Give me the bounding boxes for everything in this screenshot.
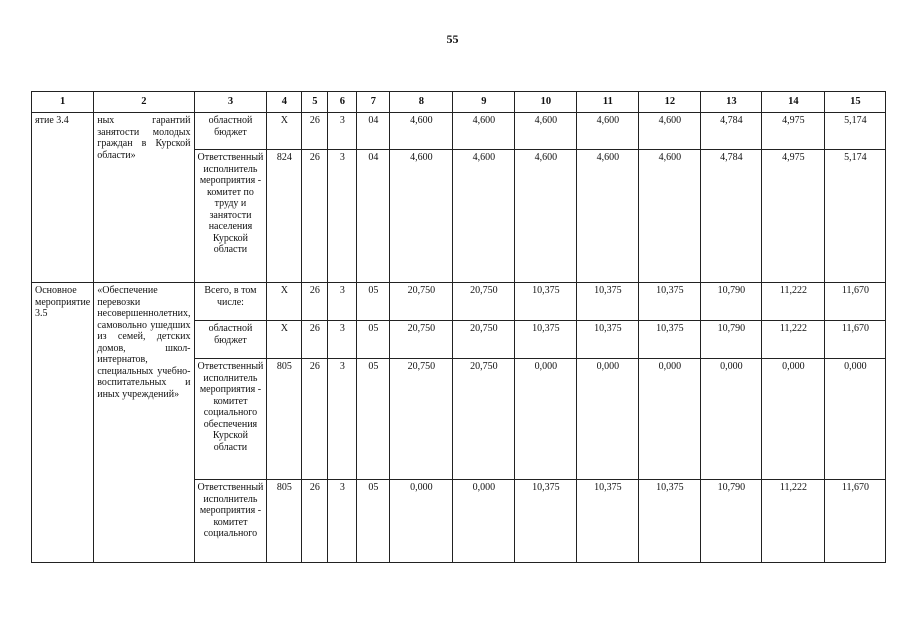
value-cell: 4,784 [701,113,762,150]
value-cell: 5,174 [825,113,886,150]
source-cell: Ответственный исполнитель мероприятия - комитет социального [194,480,267,563]
grbs-cell: X [267,321,302,359]
value-cell: 20,750 [453,283,515,321]
activity-name-cell: «Обеспечение перевозки несовершеннолетних, самовольно ушедших из семей, детских домов, школ-интернатов, специальных учебно-воспитательных и иных учреждений» [94,283,194,563]
value-cell: 11,222 [762,321,825,359]
value-cell: 4,600 [639,113,701,150]
value-cell: 11,670 [825,283,886,321]
value-cell: 20,750 [453,321,515,359]
value-cell: 10,375 [515,283,577,321]
column-header: 2 [94,92,194,113]
value-cell: 4,975 [762,113,825,150]
value-cell: 10,375 [515,321,577,359]
activity-cell: 04 [357,113,390,150]
activity-code-cell: Основное мероприятие 3.5 [32,283,94,563]
value-cell: 4,600 [453,150,515,283]
value-cell: 10,790 [701,321,762,359]
value-cell: 20,750 [390,283,453,321]
subprogram-cell: 3 [328,321,357,359]
value-cell: 0,000 [825,359,886,480]
value-cell: 4,600 [577,113,639,150]
value-cell: 20,750 [390,359,453,480]
value-cell: 10,375 [639,480,701,563]
grbs-cell: X [267,283,302,321]
column-header: 9 [453,92,515,113]
table-row [32,113,886,150]
column-header: 6 [328,92,357,113]
activity-cell: 05 [357,283,390,321]
subprogram-cell: 3 [328,283,357,321]
column-header: 4 [267,92,302,113]
column-header: 11 [577,92,639,113]
value-cell: 4,600 [515,113,577,150]
grbs-cell: 805 [267,359,302,480]
table-row [32,283,886,321]
value-cell: 10,790 [701,480,762,563]
value-cell: 11,670 [825,321,886,359]
column-header: 5 [302,92,328,113]
value-cell: 10,375 [577,283,639,321]
activity-cell: 05 [357,321,390,359]
value-cell: 10,375 [515,480,577,563]
value-cell: 10,375 [577,321,639,359]
subprogram-cell: 3 [328,113,357,150]
column-header: 13 [701,92,762,113]
column-header: 12 [639,92,701,113]
activity-name-cell: ных гарантий занятости молодых граждан в Курской области» [94,113,194,283]
column-header: 14 [762,92,825,113]
value-cell: 4,975 [762,150,825,283]
activity-cell: 04 [357,150,390,283]
column-header: 7 [357,92,390,113]
value-cell: 11,222 [762,480,825,563]
column-header: 10 [515,92,577,113]
source-cell: областной бюджет [194,113,267,150]
subprogram-cell: 3 [328,359,357,480]
value-cell: 4,600 [577,150,639,283]
value-cell: 0,000 [701,359,762,480]
value-cell: 0,000 [639,359,701,480]
activity-cell: 05 [357,480,390,563]
source-cell: Ответственный исполнитель мероприятия - комитет по труду и занятости населения Курской области [194,150,267,283]
value-cell: 0,000 [390,480,453,563]
grbs-cell: X [267,113,302,150]
source-cell: Всего, в том числе: [194,283,267,321]
value-cell: 4,600 [639,150,701,283]
column-header: 3 [194,92,267,113]
value-cell: 4,600 [390,150,453,283]
program-cell: 26 [302,283,328,321]
header-row [32,92,886,113]
value-cell: 0,000 [762,359,825,480]
source-cell: Ответственный исполнитель мероприятия - комитет социального обеспечения Курской области [194,359,267,480]
program-cell: 26 [302,359,328,480]
program-cell: 26 [302,113,328,150]
program-cell: 26 [302,150,328,283]
value-cell: 10,375 [639,283,701,321]
column-header: 15 [825,92,886,113]
value-cell: 10,375 [639,321,701,359]
value-cell: 20,750 [453,359,515,480]
value-cell: 4,600 [515,150,577,283]
value-cell: 11,222 [762,283,825,321]
subprogram-cell: 3 [328,480,357,563]
program-cell: 26 [302,480,328,563]
budget-table [31,91,886,563]
value-cell: 10,790 [701,283,762,321]
grbs-cell: 805 [267,480,302,563]
value-cell: 0,000 [577,359,639,480]
value-cell: 0,000 [453,480,515,563]
column-header: 1 [32,92,94,113]
value-cell: 0,000 [515,359,577,480]
subprogram-cell: 3 [328,150,357,283]
value-cell: 20,750 [390,321,453,359]
source-cell: областной бюджет [194,321,267,359]
activity-code-cell: ятие 3.4 [32,113,94,283]
value-cell: 5,174 [825,150,886,283]
activity-cell: 05 [357,359,390,480]
value-cell: 4,600 [390,113,453,150]
grbs-cell: 824 [267,150,302,283]
page-number: 55 [446,32,459,46]
value-cell: 4,600 [453,113,515,150]
value-cell: 11,670 [825,480,886,563]
program-cell: 26 [302,321,328,359]
column-header: 8 [390,92,453,113]
value-cell: 4,784 [701,150,762,283]
value-cell: 10,375 [577,480,639,563]
